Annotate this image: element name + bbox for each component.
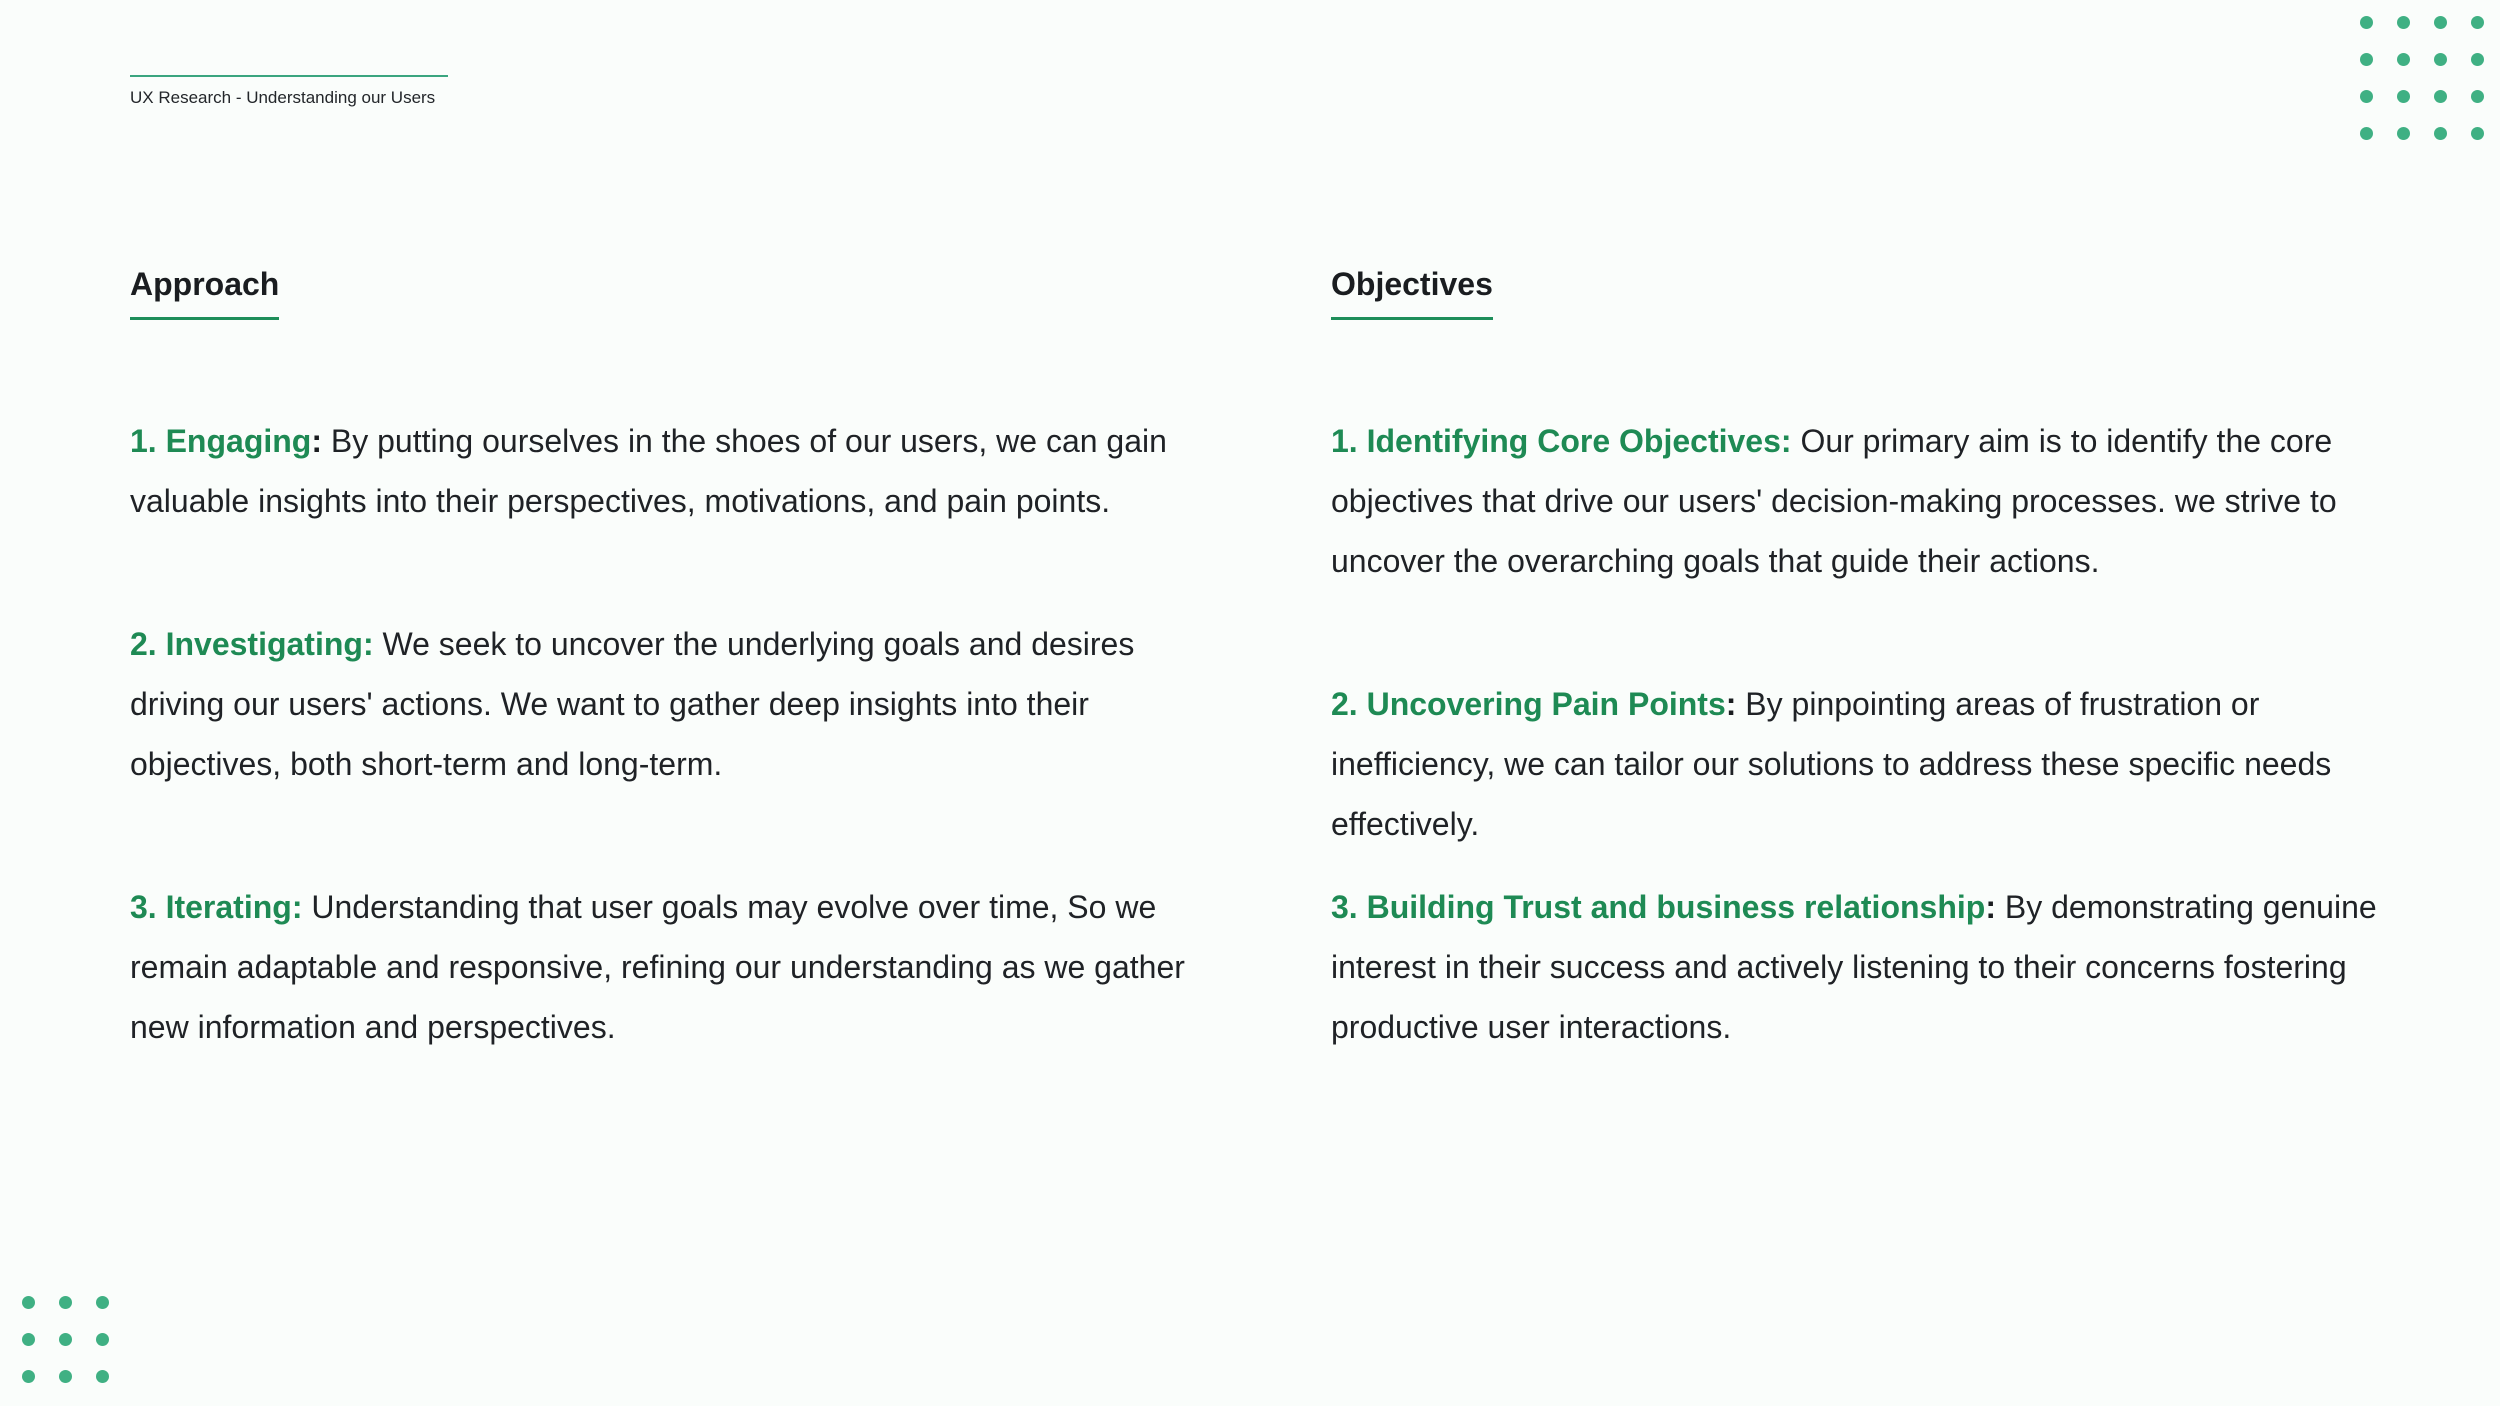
approach-item-heading: 1. Engaging xyxy=(130,423,312,459)
decorative-dot-grid-top-right xyxy=(2360,16,2484,140)
approach-item-investigating xyxy=(130,614,1230,794)
objectives-column xyxy=(1331,266,2411,1045)
header-title: UX Research - Understanding our Users xyxy=(130,88,436,107)
approach-column xyxy=(130,266,1210,1045)
objectives-item-text: Our primary aim is to identify the core objectives that drive our users' decision-making processes. we strive to uncover the overarching goals that guide their actions. xyxy=(1331,423,2337,579)
objectives-item-heading: 3. Building Trust and business relationship xyxy=(1331,889,1986,925)
approach-title: Approach xyxy=(130,266,279,320)
approach-item-text: By putting ourselves in the shoes of our users, we can gain valuable insights into their perspectives, motivations, and pain points. xyxy=(130,423,1167,519)
approach-item-heading: 2. Investigating: xyxy=(130,626,374,662)
objectives-item-pain-points: 2. Uncovering Pain Points: By pinpointing areas of frustration or inefficiency, we can tailor our solutions to address these specific needs effectively. xyxy=(1331,686,2332,842)
header-rule xyxy=(130,75,448,77)
approach-item-engaging: 1. Engaging: By putting ourselves in the shoes of our users, we can gain valuable insights into their perspectives, motivations, and pain points. xyxy=(130,423,1167,519)
objectives-item-core-objectives xyxy=(1331,411,2431,591)
approach-item-text: Understanding that user goals may evolve over time, So we remain adaptable and responsive, refining our understanding as we gather new information and perspectives. xyxy=(130,889,1185,1045)
objectives-item-heading: 1. Identifying Core Objectives: xyxy=(1331,423,1792,459)
objectives-item-text: By demonstrating genuine interest in their success and actively listening to their concerns fostering productive user interactions. xyxy=(1331,889,2377,1045)
approach-item-heading: 3. Iterating: xyxy=(130,889,303,925)
objectives-item-text: By pinpointing areas of frustration or inefficiency, we can tailor our solutions to address these specific needs effectively. xyxy=(1331,686,2332,842)
objectives-item-building-trust: 3. Building Trust and business relationship: By demonstrating genuine interest in their success and actively listening to their concerns fostering productive user interactions. xyxy=(1331,889,2377,1045)
objectives-item-heading: 2. Uncovering Pain Points xyxy=(1331,686,1726,722)
approach-item-text: We seek to uncover the underlying goals and desires driving our users' actions. We want to gather deep insights into their objectives, both short-term and long-term. xyxy=(130,626,1135,782)
approach-item-iterating xyxy=(130,877,1230,1057)
objectives-title: Objectives xyxy=(1331,266,1493,320)
decorative-dot-grid-bottom-left xyxy=(22,1296,109,1383)
